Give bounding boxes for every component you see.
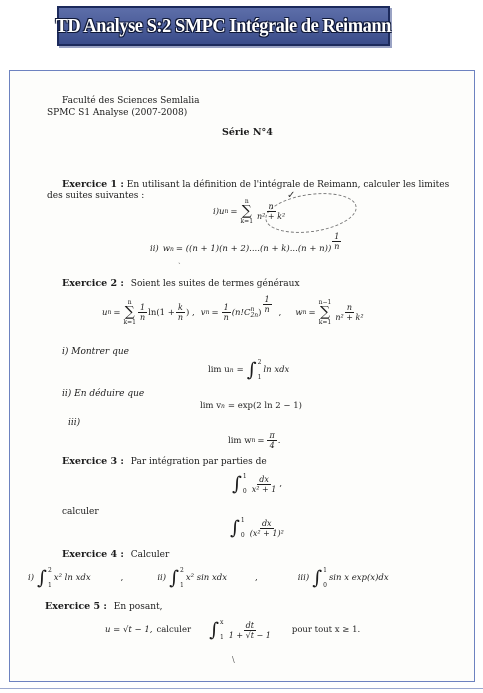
int-body: ln xdx xyxy=(263,365,290,375)
ex1-i-label: i) xyxy=(213,206,220,217)
ex4-a-body: x² ln xdx xyxy=(53,573,91,583)
v-frac-den: n xyxy=(223,313,229,322)
ex1-i-lhs: u xyxy=(219,206,225,217)
title-banner xyxy=(57,6,390,46)
ex4-sep-2: , xyxy=(255,573,258,583)
lim-w-dot: . xyxy=(277,435,281,446)
int-bot: 1 xyxy=(257,374,262,381)
ex5-int-num: dt xyxy=(245,620,254,630)
v-sub: n xyxy=(205,309,210,316)
ex4-c-bot: 0 xyxy=(323,582,327,589)
series-title: Série N°4 xyxy=(222,127,273,138)
ex4-a-bot: 1 xyxy=(47,582,52,589)
u-lhs: u xyxy=(102,307,108,318)
ex2-part-ii-formula xyxy=(200,401,302,411)
w-frac-den: n² + k² xyxy=(335,313,364,322)
w-sub: n xyxy=(302,309,307,316)
u-k-num: k xyxy=(178,303,183,312)
int1-den: x² + 1 xyxy=(251,484,277,494)
ex1-intro-2: des suites suivantes : xyxy=(47,191,145,201)
ex1-ii-lhs: w xyxy=(162,244,171,254)
ex4-b-bot: 1 xyxy=(179,582,184,589)
ex4-a-top: 2 xyxy=(47,567,52,574)
ex1-i-eq: = xyxy=(230,206,238,217)
ex3-intro: Par intégration par parties de xyxy=(130,457,267,467)
int2-bot: 0 xyxy=(240,532,245,539)
ex4-a-integral: ∫ 2 1 xyxy=(37,566,52,589)
ex3-integral-2 xyxy=(230,517,287,539)
exp-num: 1 xyxy=(334,231,340,241)
frac-num: n xyxy=(268,202,274,211)
ex1-formula-ii xyxy=(150,231,342,254)
ex2-title: Exercice 2 : xyxy=(62,278,124,289)
ex1-i-frac xyxy=(255,202,287,221)
ex4-header xyxy=(62,549,169,561)
ex5-formula xyxy=(105,619,360,641)
v-exp-num: 1 xyxy=(264,295,270,304)
v-frac xyxy=(222,303,231,322)
w-sum-bot: k=1 xyxy=(318,319,332,326)
ex3-frac-2 xyxy=(248,519,286,538)
lim-u: lim u xyxy=(208,365,230,375)
integral-0-1: ∫ 1 0 xyxy=(232,472,247,495)
int-top: 2 xyxy=(257,359,262,366)
u-frac xyxy=(138,303,147,322)
ex4-b-top: 2 xyxy=(179,567,184,574)
ex4-sep-1: , xyxy=(120,573,124,583)
lim-v-rhs: = exp(2 ln 2 − 1) xyxy=(227,401,302,411)
ex5-integral: ∫ x 1 xyxy=(209,618,224,641)
ex4-b-body: x² sin xdx xyxy=(185,573,228,583)
scanned-page xyxy=(9,70,475,682)
ex2-part-iii-label: iii) xyxy=(68,418,81,428)
lim-v-sub: n xyxy=(221,402,225,410)
u-sum: n ∑ k=1 xyxy=(123,299,136,326)
ex1-formula-i xyxy=(213,198,288,225)
int2-top: 1 xyxy=(240,517,245,524)
sum-bot: k=1 xyxy=(240,218,254,225)
ex1-i-sub: n xyxy=(224,208,229,215)
u-sub: n xyxy=(107,309,112,316)
exp-den: n xyxy=(334,241,340,251)
w-frac xyxy=(333,303,365,322)
course-name: SPMC S1 Analyse (2007-2008) xyxy=(47,108,188,118)
ex2-part-i-formula xyxy=(208,359,289,381)
integral-1-2: ∫ 2 1 xyxy=(246,358,262,381)
ex5-calc: calculer xyxy=(156,625,192,635)
w-sum-top: n−1 xyxy=(318,299,332,306)
ex2-part-ii-label: ii) En déduire que xyxy=(62,389,145,399)
v-close: ) xyxy=(258,307,262,318)
ex5-tail: pour tout x ≥ 1. xyxy=(291,625,361,635)
ex4-c-label: iii) xyxy=(297,573,310,583)
sum-top: n xyxy=(244,198,249,205)
ex4-c-integral: ∫ 1 0 xyxy=(312,566,327,589)
hand-dot-mark: ˎ xyxy=(178,255,181,264)
banner-title: TD Analyse S:2 SMPC Intégrale de Reimann xyxy=(55,14,392,37)
pi-num: π xyxy=(269,431,275,440)
ex1-header xyxy=(62,179,449,191)
lim-w-sub: n xyxy=(251,437,256,444)
ex3-title: Exercice 3 : xyxy=(62,456,124,467)
ex5-intro: En posant, xyxy=(113,602,163,612)
ex3-calc: calculer xyxy=(62,507,99,517)
u-frac-num: 1 xyxy=(140,303,146,312)
u-close: ) , xyxy=(186,307,195,318)
int2-den: (x² + 1)² xyxy=(249,528,284,538)
integral-0-1-b: ∫ 1 0 xyxy=(230,516,245,539)
ex1-title: Exercice 1 : xyxy=(62,179,124,190)
w-sum: n−1 ∑ k=1 xyxy=(318,299,332,326)
ex3-frac-1 xyxy=(250,475,279,494)
int1-comma: , xyxy=(279,479,283,489)
ex4-integrals xyxy=(28,567,389,589)
ex2-intro: Soient les suites de termes généraux xyxy=(130,279,300,289)
ex5-int-top: x xyxy=(219,619,224,626)
hand-tick-mark: ✓ xyxy=(287,190,296,201)
ex2-part-i-label: i) Montrer que xyxy=(62,347,129,357)
v-exponent xyxy=(262,295,271,314)
lim-w-eq: = xyxy=(257,435,265,446)
ex1-ii-sub: n xyxy=(170,245,174,253)
int1-bot: 0 xyxy=(242,488,247,495)
ex4-a-label: i) xyxy=(28,573,35,583)
ex4-c-body: sin x exp(x)dx xyxy=(328,573,389,583)
int2-num: dx xyxy=(261,518,272,528)
u-k-frac xyxy=(176,303,185,322)
ex1-intro: En utilisant la définition de l'intégrale de Reimann, calculer les limites xyxy=(126,180,450,190)
ex1-ii-body: = ((n + 1)(n + 2)....(n + k)...(n + n)) xyxy=(175,244,332,254)
lim-u-eq: = xyxy=(236,365,244,375)
ex2-definitions: u n = n ∑ k=1 $\frac{1}{n}$ ln(1 + $\frac{k}{n}$ ) , v n = $\frac{1}{n}$ (n!C n 2n ) $\frac{1}{n}$ , w n = n−1 ∑ k=1 $\frac{n}{\text{n² + k²}}$ xyxy=(102,295,364,326)
ex4-intro: Calculer xyxy=(130,550,170,560)
v-exp-den: n xyxy=(264,305,270,314)
w-frac-num: n xyxy=(346,303,352,312)
ex1-ii-label: ii) xyxy=(150,244,159,254)
ex4-b-label: ii) xyxy=(157,573,167,583)
ex1-i-sum: n ∑ k=1 xyxy=(240,198,254,225)
u-k-den: n xyxy=(177,313,184,322)
int1-num: dx xyxy=(259,474,269,484)
u-sum-bot: k=1 xyxy=(123,319,136,326)
v-binom-sub: 2n xyxy=(250,311,259,319)
int1-top: 1 xyxy=(242,473,247,480)
faculty-name: Faculté des Sciences Semlalia xyxy=(62,96,200,106)
u-sum-top: n xyxy=(127,299,132,306)
v-binom-sup: n xyxy=(250,305,255,313)
ex3-integral-1 xyxy=(232,473,282,495)
ex3-header xyxy=(62,456,267,468)
hand-stroke-mark: \ xyxy=(232,655,235,664)
pi-over-4 xyxy=(267,431,276,450)
ex4-title: Exercice 4 : xyxy=(62,549,124,560)
ex5-u-expr: u = √t − 1, xyxy=(105,625,153,635)
pi-den: 4 xyxy=(269,441,275,450)
lim-w: lim w xyxy=(228,435,252,446)
ex1-ii-exponent xyxy=(332,232,341,251)
v-lhs: v xyxy=(200,307,206,318)
lim-v: lim v xyxy=(200,401,222,411)
ex5-header xyxy=(45,601,162,613)
ex5-int-den: 1 + √t − 1 xyxy=(228,630,271,640)
v-binom xyxy=(250,307,258,319)
ex4-b-integral: ∫ 2 1 xyxy=(169,566,184,589)
lim-u-sub: n xyxy=(229,366,234,374)
ex2-header xyxy=(62,278,300,290)
v-comma: , xyxy=(278,307,282,318)
ex4-c-top: 1 xyxy=(323,567,327,574)
u-frac-den: n xyxy=(139,313,146,322)
u-ln: ln(1 + xyxy=(148,307,175,318)
bottom-rule xyxy=(0,688,483,689)
ex2-part-iii-formula xyxy=(228,431,280,450)
v-body: (n!C xyxy=(231,307,251,318)
ex5-title: Exercice 5 : xyxy=(45,601,107,612)
v-frac-num: 1 xyxy=(223,303,229,312)
frac-den: n² + k² xyxy=(257,212,286,221)
ex5-frac xyxy=(227,621,273,640)
ex5-int-bot: 1 xyxy=(219,634,224,641)
w-lhs: w xyxy=(295,307,303,318)
